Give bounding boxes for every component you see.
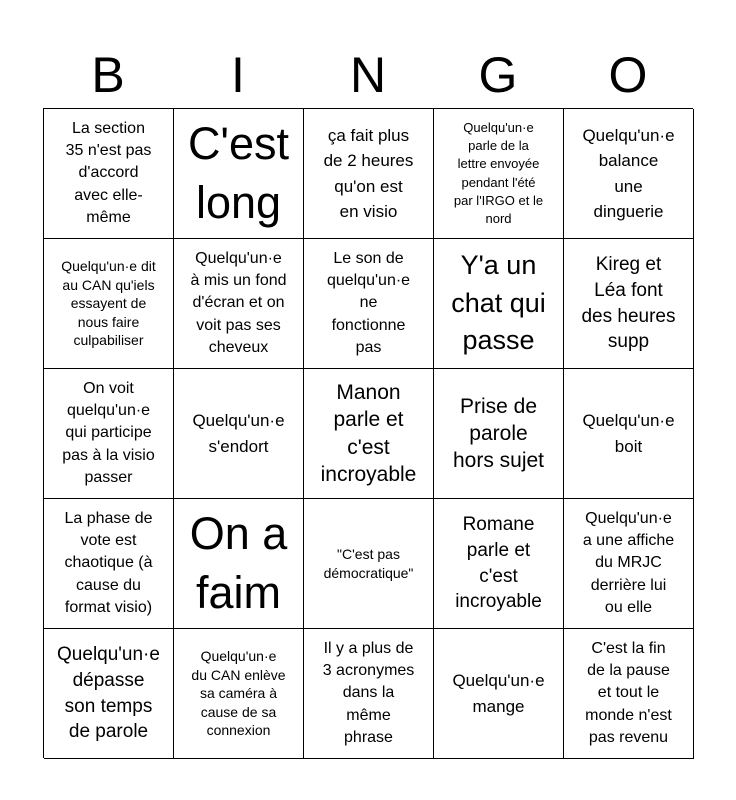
bingo-cell[interactable]: Y'a un chat qui passe <box>434 239 564 369</box>
header-letter-n: N <box>349 47 387 103</box>
header-letter-g: G <box>478 47 518 103</box>
bingo-cell[interactable]: Quelqu'un·e à mis un fond d'écran et on voit pas ses cheveux <box>174 239 304 369</box>
bingo-cell[interactable]: Quelqu'un·e dépasse son temps de parole <box>44 629 174 759</box>
bingo-cell[interactable]: Kireg et Léa font des heures supp <box>564 239 694 369</box>
bingo-cell[interactable]: La phase de vote est chaotique (à cause du format visio) <box>44 499 174 629</box>
bingo-cell[interactable]: Quelqu'un·e mange <box>434 629 564 759</box>
bingo-cell[interactable]: Quelqu'un·e s'endort <box>174 369 304 499</box>
bingo-cell[interactable]: Manon parle et c'est incroyable <box>304 369 434 499</box>
bingo-cell[interactable]: La section 35 n'est pas d'accord avec elle- même <box>44 109 174 239</box>
bingo-cell[interactable]: On voit quelqu'un·e qui participe pas à la visio passer <box>44 369 174 499</box>
bingo-grid <box>43 108 693 758</box>
bingo-cell[interactable]: C'est la fin de la pause et tout le monde n'est pas revenu <box>564 629 694 759</box>
bingo-cell[interactable]: "C'est pas démocratique" <box>304 499 434 629</box>
header-letter-b: B <box>91 47 125 103</box>
bingo-cell[interactable]: Quelqu'un·e parle de la lettre envoyée pendant l'été par l'IRGO et le nord <box>434 109 564 239</box>
bingo-cell[interactable]: ça fait plus de 2 heures qu'on est en visio <box>304 109 434 239</box>
bingo-header <box>43 46 693 104</box>
bingo-cell[interactable]: Il y a plus de 3 acronymes dans la même phrase <box>304 629 434 759</box>
bingo-cell[interactable]: C'est long <box>174 109 304 239</box>
bingo-cell[interactable]: Quelqu'un·e a une affiche du MRJC derrière lui ou elle <box>564 499 694 629</box>
bingo-cell[interactable]: Romane parle et c'est incroyable <box>434 499 564 629</box>
bingo-cell[interactable]: On a faim <box>174 499 304 629</box>
bingo-cell[interactable]: Quelqu'un·e du CAN enlève sa caméra à cause de sa connexion <box>174 629 304 759</box>
bingo-cell[interactable]: Quelqu'un·e dit au CAN qu'iels essayent de nous faire culpabiliser <box>44 239 174 369</box>
header-letter-o: O <box>608 47 648 103</box>
bingo-cell[interactable]: Prise de parole hors sujet <box>434 369 564 499</box>
bingo-cell[interactable]: Quelqu'un·e balance une dinguerie <box>564 109 694 239</box>
bingo-cell[interactable]: Quelqu'un·e boit <box>564 369 694 499</box>
bingo-cell[interactable]: Le son de quelqu'un·e ne fonctionne pas <box>304 239 434 369</box>
header-letter-i: I <box>231 47 245 103</box>
